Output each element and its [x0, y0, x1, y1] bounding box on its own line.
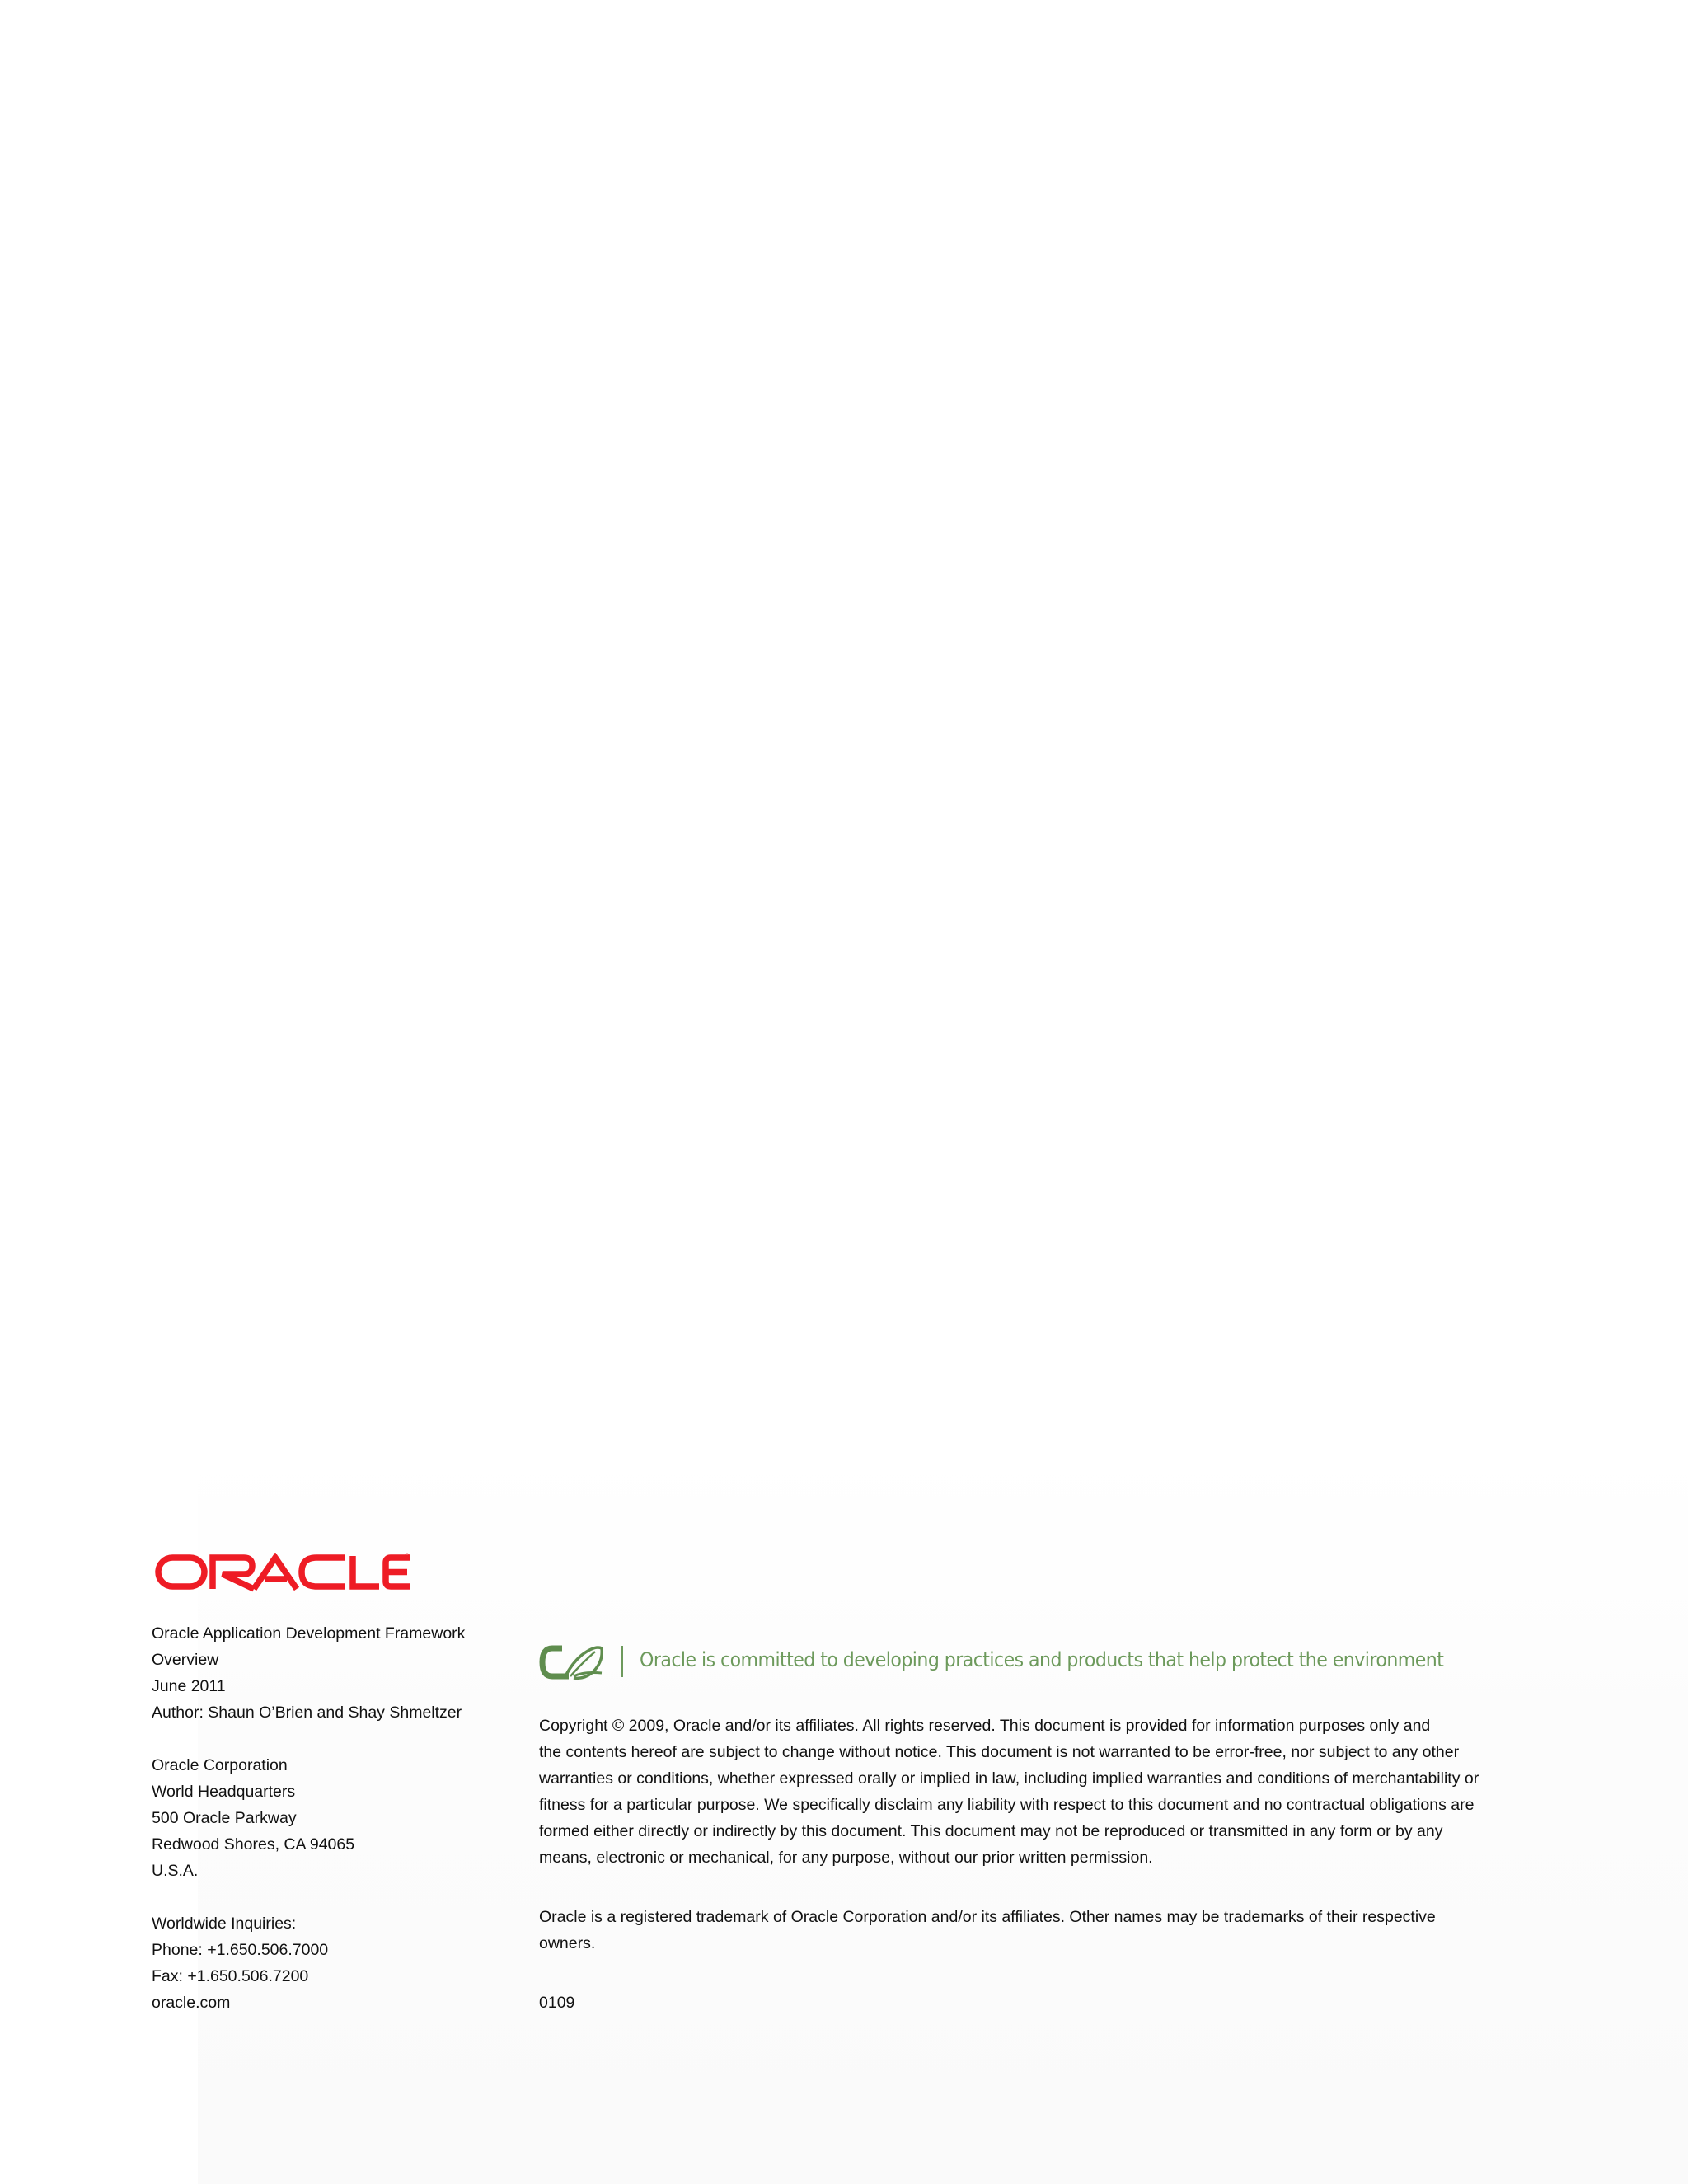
doc-title-line1: Oracle Application Development Framework	[152, 1624, 466, 1643]
environment-statement: Oracle is committed to developing practices and products that help protect the environment	[640, 1648, 1444, 1671]
doc-author: Author: Shaun O’Brien and Shay Shmeltzer	[152, 1704, 462, 1722]
copyright-line: the contents hereof are subject to change without notice. This document is not warranted to be error-free, nor subject to any other	[539, 1743, 1460, 1761]
copyright-line: warranties or conditions, whether expressed orally or implied in law, including implied warranties and conditions of merchantability or	[539, 1769, 1479, 1788]
document-code: 0109	[539, 1994, 575, 2012]
contact-website[interactable]: oracle.com	[152, 1994, 231, 2012]
address-city: Redwood Shores, CA 94065	[152, 1835, 355, 1854]
oracle-logo	[155, 1553, 412, 1592]
copyright-line: fitness for a particular purpose. We specifically disclaim any liability with respect to this document and no contractual obligations are	[539, 1796, 1475, 1814]
trademark-notice	[539, 1904, 1512, 1957]
contact-phone: Phone: +1.650.506.7000	[152, 1941, 329, 1959]
copyright-line: formed either directly or indirectly by this document. This document may not be reproduced or transmitted in any form or by any	[539, 1822, 1443, 1840]
oracle-logo-icon	[155, 1553, 412, 1592]
contact-fax: Fax: +1.650.506.7200	[152, 1967, 309, 1985]
spacer	[152, 1884, 514, 1910]
copyright-notice	[539, 1713, 1512, 1871]
address-company: Oracle Corporation	[152, 1756, 288, 1774]
environment-banner	[537, 1638, 1510, 1688]
doc-date: June 2011	[152, 1677, 226, 1695]
legal-column	[539, 1713, 1512, 2016]
document-info-column	[152, 1620, 514, 2016]
address-country: U.S.A.	[152, 1862, 199, 1880]
copyright-line: Copyright © 2009, Oracle and/or its affiliates. All rights reserved. This document is provided for information purposes only and	[539, 1717, 1431, 1735]
address-street: 500 Oracle Parkway	[152, 1809, 297, 1827]
leaf-icon	[537, 1640, 607, 1685]
spacer	[152, 1726, 514, 1752]
doc-title-line2: Overview	[152, 1651, 219, 1669]
contact-heading: Worldwide Inquiries:	[152, 1915, 297, 1933]
trademark-line: Oracle is a registered trademark of Oracle Corporation and/or its affiliates. Other names may be trademarks of their respective	[539, 1908, 1436, 1926]
address-office: World Headquarters	[152, 1783, 296, 1801]
copyright-line: means, electronic or mechanical, for any purpose, without our prior written permission.	[539, 1849, 1153, 1867]
trademark-line: owners.	[539, 1934, 596, 1952]
banner-divider	[621, 1646, 623, 1677]
